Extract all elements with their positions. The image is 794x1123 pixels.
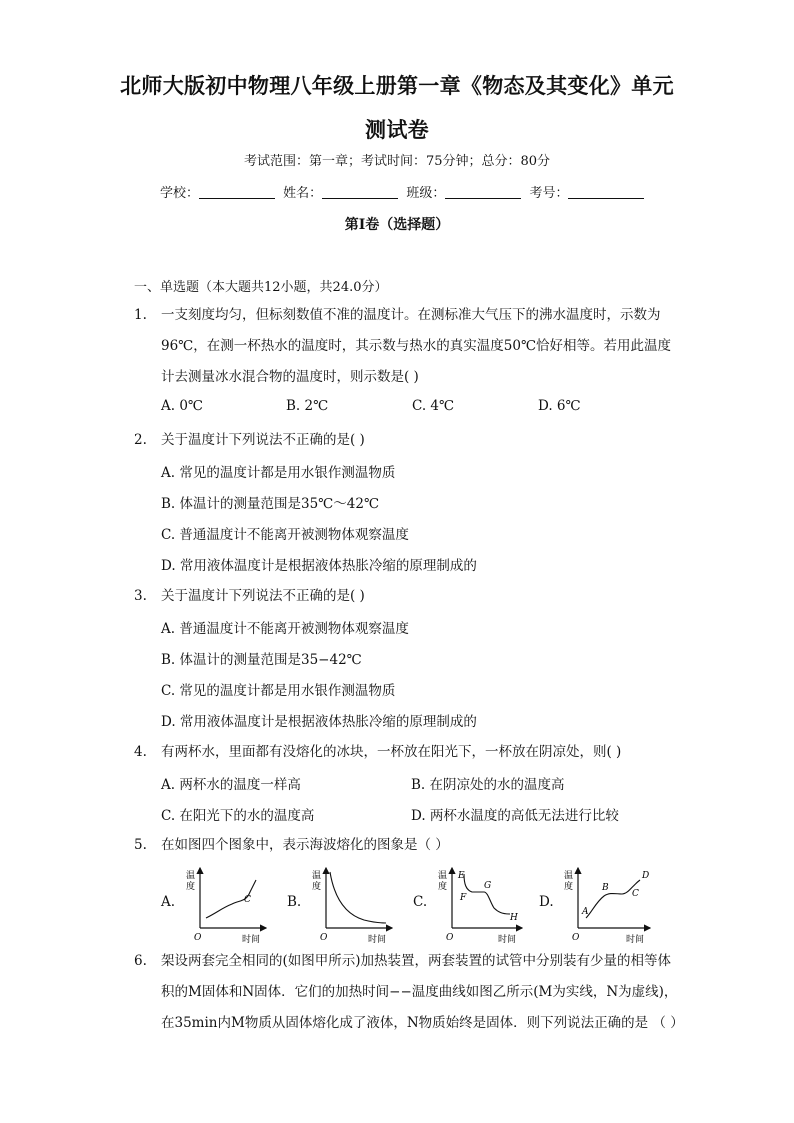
origin-label: O (320, 933, 328, 943)
q3-option-a[interactable]: A. 普通温度计不能离开被测物体观察温度 (161, 621, 409, 637)
q4-option-a[interactable]: A. 两杯水的温度一样高 (161, 777, 301, 793)
q1-option-a[interactable]: A. 0℃ (161, 398, 204, 414)
question-number: 2. (134, 432, 147, 448)
x-axis-label: 时间 (498, 935, 517, 945)
question-number: 6. (134, 953, 147, 969)
question-number: 5. (134, 837, 147, 853)
x-axis-label: 时间 (242, 935, 261, 945)
q5-option-b[interactable]: B. (287, 894, 302, 910)
y-axis-label: 温 (564, 871, 574, 881)
point-label: C (244, 895, 251, 905)
q3-option-d[interactable]: D. 常用液体温度计是根据液体热胀冷缩的原理制成的 (161, 714, 477, 730)
curve (586, 880, 640, 918)
point-label: F (460, 893, 467, 903)
origin-label: O (194, 933, 202, 943)
q3-option-b[interactable]: B. 体温计的测量范围是35−42℃ (161, 652, 362, 668)
question-text: 关于温度计下列说法不正确的是( ) (161, 588, 365, 604)
q5-graph-options (134, 862, 674, 946)
question-number: 3. (134, 588, 147, 604)
origin-label: O (572, 933, 580, 943)
q4-option-b[interactable]: B. 在阴凉处的水的温度高 (411, 777, 565, 793)
q5-option-c[interactable]: C. (413, 894, 428, 910)
name-field[interactable] (322, 184, 398, 199)
point-label: E (458, 871, 465, 881)
x-axis-label: 时间 (368, 935, 387, 945)
question-text: 有两杯水，里面都有没熔化的冰块，一杯放在阳光下，一杯放在阴凉处，则( ) (161, 744, 622, 760)
q4-option-c[interactable]: C. 在阳光下的水的温度高 (161, 808, 315, 824)
y-axis-label: 温 (438, 871, 448, 881)
curve (330, 872, 386, 923)
graph-d[interactable] (556, 862, 656, 946)
point-label: G (484, 881, 492, 891)
graph-c[interactable] (430, 862, 526, 946)
class-field[interactable] (445, 184, 521, 199)
school-label: 学校： (160, 186, 200, 201)
point-label: B (602, 883, 609, 893)
q1-option-c[interactable]: C. 4℃ (412, 398, 455, 414)
question-number: 1. (134, 307, 147, 323)
y-axis-label: 度 (564, 882, 574, 892)
question-text: 在如图四个图象中，表示海波熔化的图象是（ ） (161, 837, 449, 853)
student-info-row (160, 182, 648, 201)
question-text: 一支刻度均匀，但标刻数值不准的温度计。在测标准大气压下的沸水温度时，示数为96℃，在测一杯热水的温度时，其示数与热水的真实温度50℃恰好相等。若用此温度计去测量冰水混合物的温度时，则示数是( ) (161, 307, 672, 385)
origin-label: O (446, 933, 454, 943)
q5-option-d[interactable]: D. (539, 894, 554, 910)
point-label: C (632, 889, 639, 899)
q4-option-d[interactable]: D. 两杯水温度的高低无法进行比较 (411, 808, 619, 824)
exam-meta: 考试范围：第一章；考试时间：75分钟；总分：80分 (243, 154, 551, 169)
y-axis-label: 度 (186, 882, 196, 892)
point-label: A (582, 907, 589, 917)
y-axis-label: 度 (438, 882, 448, 892)
number-label: 考号： (529, 186, 569, 201)
x-axis-label: 时间 (626, 935, 645, 945)
q2-option-a[interactable]: A. 常见的温度计都是用水银作测温物质 (161, 465, 396, 481)
y-axis-label: 温 (312, 871, 322, 881)
question-text: 架设两套完全相同的(如图甲所示)加热装置，两套装置的试管中分别装有少量的相等体积的M固体和N固体．它们的加热时间−−温度曲线如图乙所示(M为实线，N为虚线)，在35min内M物质从固体熔化成了液体，N物质始终是固体．则下列说法正确的是 （ ） (161, 953, 684, 1031)
class-label: 班级： (406, 186, 446, 201)
number-field[interactable] (568, 184, 644, 199)
point-label: D (642, 871, 650, 881)
graph-b[interactable] (304, 862, 394, 946)
q5-option-a[interactable]: A. (161, 894, 176, 910)
point-label: H (510, 913, 518, 923)
y-axis-label: 温 (186, 871, 196, 881)
curve (464, 874, 510, 914)
q3-option-c[interactable]: C. 常见的温度计都是用水银作测温物质 (161, 683, 396, 699)
question-number: 4. (134, 744, 147, 760)
graph-a[interactable] (178, 862, 268, 946)
name-label: 姓名： (283, 186, 323, 201)
q2-option-b[interactable]: B. 体温计的测量范围是35℃～42℃ (161, 496, 380, 512)
part-title: 一、单选题（本大题共12小题，共24.0分） (134, 280, 388, 295)
page-title: 北师大版初中物理八年级上册第一章《物态及其变化》单元测试卷 (120, 73, 674, 142)
section-title: 第I卷（选择题） (344, 217, 450, 233)
q2-option-d[interactable]: D. 常用液体温度计是根据液体热胀冷缩的原理制成的 (161, 558, 477, 574)
q1-option-b[interactable]: B. 2℃ (286, 398, 329, 414)
school-field[interactable] (199, 184, 275, 199)
y-axis-label: 度 (312, 882, 322, 892)
q2-option-c[interactable]: C. 普通温度计不能离开被测物体观察温度 (161, 527, 409, 543)
question-text: 关于温度计下列说法不正确的是( ) (161, 432, 365, 448)
q1-option-d[interactable]: D. 6℃ (538, 398, 581, 414)
